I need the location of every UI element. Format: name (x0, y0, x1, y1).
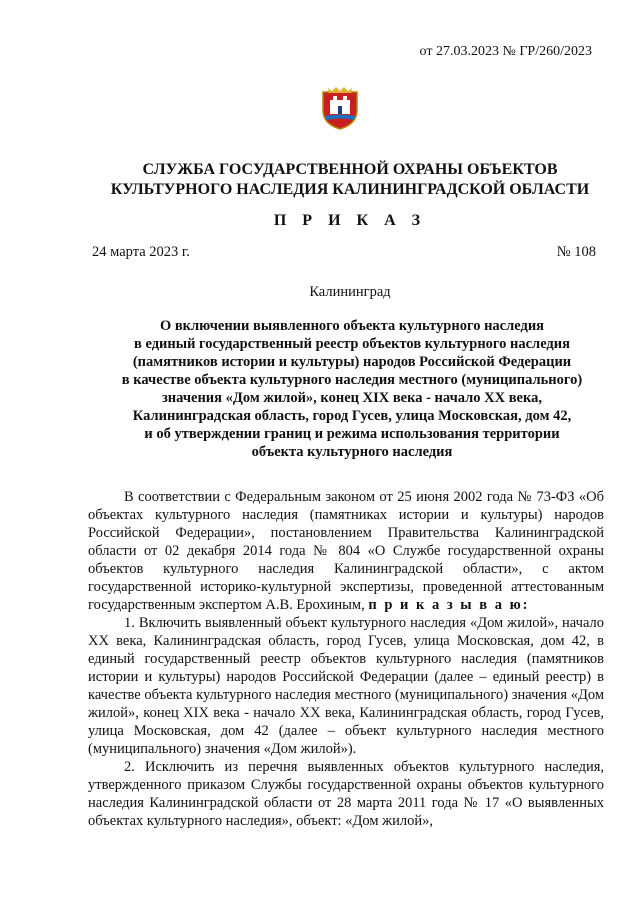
order-subject (92, 317, 612, 461)
subject-line: и об утверждении границ и режима использования территории (144, 426, 560, 442)
subject-line: в единый государственный реестр объектов культурного наследия (134, 336, 570, 352)
order-title: П Р И К А З (273, 212, 427, 229)
order-item-1: 1. Включить выявленный объект культурного наследия «Дом жилой», начало XX века, Калининградская область, город Гусев, улица Московская, дом 42, в единый государственный реестр объектов культурного наследия (памятников истории и культуры) народов Российской Федерации (далее – единый реестр) в качестве объекта культурного наследия местного (муниципального) значения «Дом жилой», конец XIX века - начало XX века, Калининградская область, город Гусев, улица Московская, дом 42 (далее – объект культурного наследия местного (муниципального) значения «Дом жилой»). (88, 615, 604, 757)
preamble-paragraph (88, 488, 604, 614)
subject-line: (памятников истории и культуры) народов Российской Федерации (132, 354, 572, 370)
registration-reference: от 27.03.2023 № ГР/260/2023 (419, 44, 592, 59)
subject-line: Калининградская область, город Гусев, улица Московская, дом 42, (132, 408, 572, 424)
subject-line: О включении выявленного объекта культурного наследия (159, 318, 545, 334)
agency-name-line: КУЛЬТУРНОГО НАСЛЕДИЯ КАЛИНИНГРАДСКОЙ ОБЛАСТИ (110, 181, 590, 198)
order-date: 24 марта 2023 г. (92, 244, 190, 260)
order-body (88, 488, 604, 830)
subject-line: объекта культурного наследия (251, 444, 453, 460)
order-city: Калининград (309, 284, 391, 300)
decree-word: п р и к а з ы в а ю: (368, 597, 530, 613)
coat-of-arms-icon (321, 86, 359, 130)
order-item-2: 2. Исключить из перечня выявленных объектов культурного наследия, утвержденного приказом Службы государственной охраны объектов культурного наследия Калининградской области от 28 марта 2011 года № 17 «О выявленных объектах культурного наследия», объект: «Дом жилой», (88, 759, 604, 829)
order-number: № 108 (556, 244, 596, 260)
subject-line: значения «Дом жилой», конец XIX века - начало XX века, (161, 390, 542, 406)
agency-name-line: СЛУЖБА ГОСУДАРСТВЕННОЙ ОХРАНЫ ОБЪЕКТОВ (142, 161, 558, 178)
agency-name (60, 160, 640, 200)
preamble-text: В соответствии с Федеральным законом от 25 июня 2002 года № 73-ФЗ «Об объектах культурного наследия (памятниках истории и культуры) народов Российской Федерации», постановлением Правительства Калининградской области от 02 декабря 2014 года № 804 «О Службе государственной охраны объектов культурного наследия Калининградской области», с актом государственной историко-культурной экспертизы, проведенной аттестованным государственным экспертом А.В. Ерохиным, (88, 489, 604, 613)
subject-line: в качестве объекта культурного наследия местного (муниципального) (121, 372, 583, 388)
